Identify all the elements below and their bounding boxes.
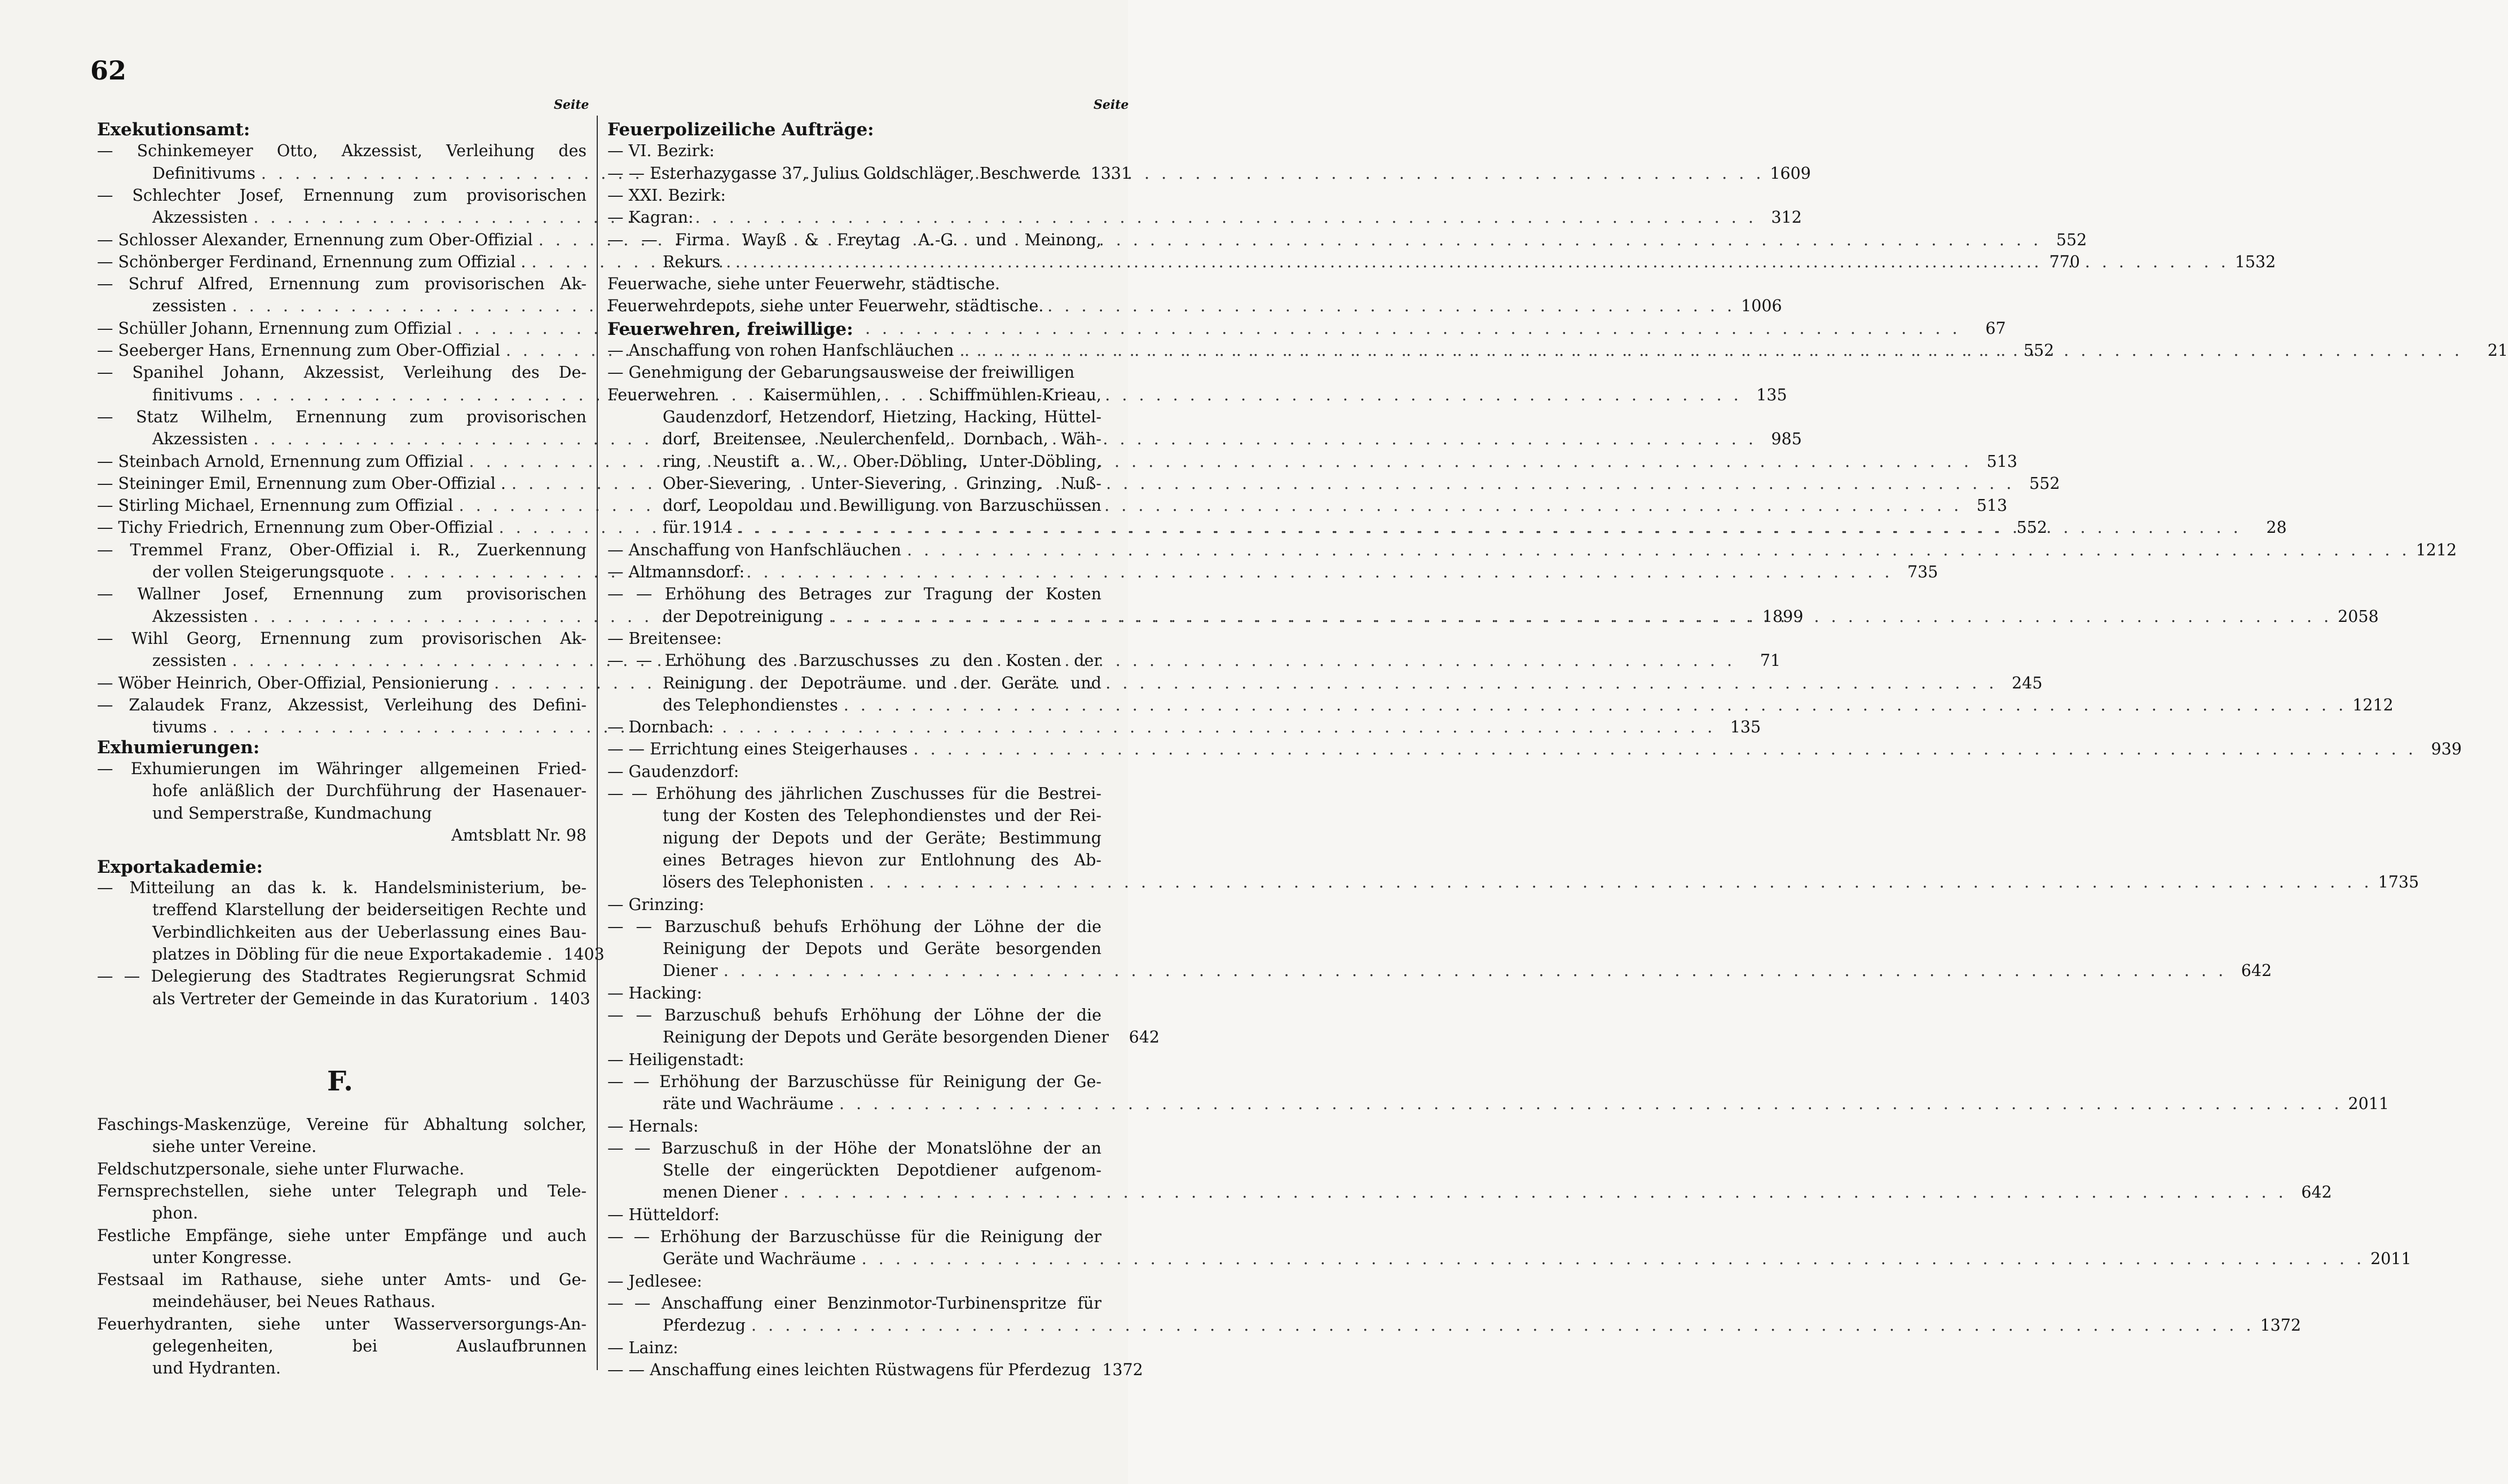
index-line (607, 1028, 1160, 1050)
index-line-text: für 1914 (663, 518, 733, 537)
index-line-text: Feuerhydranten, siehe unter Wasserversorgungs-An- (97, 1314, 587, 1333)
index-line (607, 297, 1101, 319)
index-line (97, 944, 605, 968)
index-line-text: tung der Kosten des Telephondienstes und der Rei- (663, 806, 1101, 825)
index-line-text: — Anschaffung von rohen Hanfschläuchen (607, 341, 954, 360)
index-line-text: siehe unter Vereine. (152, 1137, 317, 1156)
index-line (607, 961, 2272, 984)
page-reference: 71 (1760, 651, 1781, 670)
index-line-text: — Tichy Friedrich, Ernennung zum Ober-Offizial (97, 518, 493, 537)
index-line (97, 408, 587, 430)
index-line (607, 164, 1132, 187)
index-line-text: eines Betrages hievon zur Entlohnung des Ab- (663, 850, 1101, 869)
index-line (607, 208, 1101, 231)
index-line (607, 629, 1101, 652)
page-number: 62 (90, 55, 127, 86)
index-line-text: — Wöber Heinrich, Ober-Offizial, Pensionierung (97, 673, 488, 692)
index-line-text: meindehäuser, bei Neues Rathaus. (152, 1292, 436, 1311)
index-line-text: — — Errichtung eines Steigerhauses (607, 740, 908, 759)
index-line (97, 1248, 587, 1271)
index-line-text: ring, Neustift a. W., Ober-Döbling, Unter-Döbling, (663, 452, 1101, 471)
index-line-text: Pferdezug (663, 1316, 746, 1335)
index-line-text: der vollen Steigerungsquote (152, 563, 384, 581)
index-line-text: unter Kongresse. (152, 1248, 292, 1267)
leader-dots (862, 1249, 2365, 1268)
index-line-text: — — Barzuschuß behufs Erhöhung der Löhne der die (607, 1006, 1101, 1024)
index-line (607, 474, 1101, 497)
index-line (607, 718, 1101, 740)
leader-dots (913, 740, 2417, 758)
index-line (97, 759, 587, 782)
index-line-text: Akzessisten (152, 208, 248, 227)
leader-dots (829, 607, 2333, 626)
leader-dots (844, 696, 2347, 714)
page-reference: 2058 (2338, 607, 2379, 626)
index-line-text: Reinigung der Depoträume und der Geräte und (663, 673, 1101, 692)
index-line (607, 1205, 1101, 1228)
index-line (607, 231, 1101, 253)
index-line-text: Amtsblatt Nr. 98 (451, 825, 587, 845)
index-line (607, 275, 1101, 297)
page-reference: 1532 (2234, 252, 2276, 271)
index-line-text: und Semperstraße, Kundmachung (152, 803, 432, 823)
index-line (607, 363, 1101, 386)
index-line-text: Verbindlichkeiten aus der Ueberlassung eines Bau- (152, 922, 587, 942)
index-line-text: der Depotreinigung (663, 607, 823, 626)
index-line (607, 984, 1101, 1006)
index-line-text: — Altmannsdorf: (607, 563, 745, 581)
page-reference: 1735 (2378, 873, 2419, 892)
index-line-text: Stelle der eingerückten Depotdiener aufgenom- (663, 1161, 1101, 1180)
page-reference: 939 (2431, 740, 2462, 759)
index-line (97, 1226, 587, 1249)
page-reference: 1403 (549, 989, 590, 1008)
page-reference: 1609 (1770, 164, 1811, 183)
index-line (607, 829, 1101, 851)
index-line-text: dorf, Leopoldau und Bewilligung von Barzuschüssen (663, 496, 1101, 515)
page-reference: 552 (2016, 518, 2047, 537)
index-line (607, 386, 1101, 408)
index-line-text: Festsaal im Rathause, siehe unter Amts- und Ge- (97, 1270, 587, 1289)
index-line-text: — Tremmel Franz, Ober-Offizial i. R., Zuerkennung (97, 540, 587, 559)
index-line-text: — — Erhöhung der Barzuschüsse für Reinigung der Ge- (607, 1072, 1101, 1091)
index-line-text: — Hernals: (607, 1116, 699, 1136)
page-reference: 735 (1907, 563, 1938, 581)
index-line-text: Reinigung der Depots und Geräte besorgenden Diener (663, 1028, 1109, 1047)
page-reference: 1212 (2352, 695, 2394, 714)
index-line (607, 695, 2394, 718)
index-line (607, 651, 1101, 674)
seite-label-right: Seite (1094, 98, 1129, 112)
index-line (97, 629, 587, 652)
index-line (607, 1183, 2332, 1205)
index-line-text: tivums (152, 718, 207, 737)
index-line-text: — Genehmigung der Gebarungsausweise der freiwilligen (607, 363, 1075, 382)
index-line (97, 1160, 587, 1182)
index-line-text: — — Barzuschuß behufs Erhöhung der Löhne der die (607, 917, 1101, 936)
index-line (607, 430, 1101, 452)
index-line-text: — — Erhöhung des Barzuschusses zu den Kosten der (607, 651, 1101, 670)
index-line-text: — — Esterhazygasse 37, Julius Goldschläger, Beschwerde (607, 164, 1079, 183)
index-line-text: — Anschaffung von Hanfschläuchen (607, 540, 902, 559)
index-line (607, 1272, 1101, 1295)
index-line (607, 762, 1101, 785)
index-line (607, 895, 1101, 918)
index-line-text: Geräte und Wachräume (663, 1249, 856, 1269)
index-line-text: Feldschutzpersonale, siehe unter Flurwache. (97, 1159, 465, 1178)
index-line (97, 923, 587, 946)
index-line-text: und Hydranten. (152, 1359, 281, 1378)
index-line-text: — — Anschaffung einer Benzinmotor-Turbinenspritze für (607, 1293, 1101, 1313)
index-line (97, 1292, 587, 1315)
index-line-text: gelegenheiten, bei Auslaufbrunnen (152, 1337, 587, 1355)
index-line-text: menen Diener (663, 1183, 778, 1202)
index-line (607, 917, 1101, 940)
index-line (97, 1182, 587, 1204)
index-line (97, 967, 587, 990)
page-reference: 1899 (1762, 607, 1804, 626)
index-line (607, 1316, 2301, 1339)
index-line (97, 900, 587, 923)
index-line-text: nigung der Depots und der Geräte; Bestimmung (663, 828, 1101, 847)
index-line (607, 142, 1101, 164)
index-line (97, 1137, 587, 1160)
index-line (607, 740, 2462, 762)
index-line-text: — Statz Wilhelm, Ernennung zum provisorischen (97, 407, 587, 426)
page-reference: 245 (2012, 673, 2043, 692)
index-line (97, 989, 590, 1012)
index-line-text: Ober-Sievering, Unter-Sievering, Grinzing, Nuß- (663, 474, 1101, 493)
section-heading: Feuerwehren, freiwillige: (607, 319, 853, 339)
index-line-text: Definitivums (152, 164, 255, 183)
page-reference: 513 (1976, 496, 2008, 515)
index-line (97, 1315, 587, 1337)
page-reference: 1331 (1090, 164, 1132, 183)
index-line-text: platzes in Döbling für die neue Exportakademie . (152, 944, 553, 964)
index-line-text: — Steinbach Arnold, Ernennung zum Offizial (97, 452, 464, 471)
index-line-text: — Heiligenstadt: (607, 1050, 744, 1069)
index-line-text: — Breitensee: (607, 629, 722, 648)
index-line (97, 696, 587, 718)
index-line-text: — Mitteilung an das k. k. Handelsministerium, be- (97, 878, 587, 897)
page-reference: 1403 (563, 944, 605, 964)
index-line-text: finitivums (152, 385, 233, 404)
page-reference: 513 (1986, 452, 2017, 471)
index-line-text: — — Firma Wayß & Freytag A.-G. und Meinong, (607, 230, 1101, 249)
index-line-text: — Exhumierungen im Währinger allgemeinen Fried- (97, 759, 587, 778)
section-heading: Feuerpolizeiliche Aufträge: (607, 120, 874, 140)
index-line (97, 826, 587, 849)
index-line (607, 1050, 1101, 1073)
index-line (607, 1161, 1101, 1183)
section-heading-exhumierungen: Exhumierungen: (97, 737, 260, 758)
page-reference: 552 (2029, 474, 2060, 493)
index-line (607, 1006, 1101, 1028)
index-line (607, 540, 2457, 563)
index-line-text: Diener (663, 961, 718, 980)
page-reference: 21 (2487, 341, 2508, 360)
page-reference: 1372 (1102, 1360, 1143, 1379)
index-line-text: Feuerwache, siehe unter Feuerwehr, städtische. (607, 275, 1000, 294)
seite-label-left: Seite (554, 98, 589, 112)
leader-dots (724, 961, 2227, 980)
index-line-text: — Hütteldorf: (607, 1205, 720, 1224)
index-line-text: — — Erhöhung der Barzuschüsse für die Reinigung der (607, 1227, 1101, 1246)
page-reference: 67 (1985, 319, 2006, 338)
index-line-text: treffend Klarstellung der beiderseitigen Rechte und (152, 900, 587, 920)
section-heading-exekutionsamt: Exekutionsamt: (97, 120, 250, 140)
index-line-text: — Grinzing: (607, 895, 704, 914)
page-reference: 642 (2301, 1183, 2332, 1202)
page-reference: 28 (2266, 518, 2287, 537)
page-reference: 312 (1771, 208, 1802, 227)
index-line (97, 804, 587, 827)
index-line-text: Akzessisten (152, 430, 248, 449)
index-line-text: Feuerwehren Kaisermühlen, Schiffmühlen-Krieau, (607, 385, 1101, 404)
index-line-text: — Hacking: (607, 983, 702, 1002)
page-reference: 642 (1129, 1028, 1160, 1047)
index-line (607, 939, 1101, 962)
index-line-text: hofe anläßlich der Durchführung der Hasenauer- (152, 781, 587, 801)
index-line-text: Rekurs (663, 252, 721, 271)
index-line (607, 784, 1101, 807)
index-line-text: — — Barzuschuß in der Höhe der Monatslöhne der an (607, 1138, 1101, 1158)
index-line-text: — Wallner Josef, Ernennung zum provisorischen (97, 585, 587, 604)
index-line-text: — Lainz: (607, 1338, 678, 1357)
index-line (97, 585, 587, 607)
index-line (607, 563, 1101, 585)
index-line (607, 1072, 1101, 1095)
index-line-text: — — Anschaffung eines leichten Rüstwagens für Pferdezug (607, 1360, 1091, 1379)
index-line-text: — Spanihel Johann, Akzessist, Verleihung des De- (97, 363, 587, 382)
index-line (607, 585, 1101, 607)
index-line (607, 408, 1101, 430)
section-heading-exportakademie: Exportakademie: (97, 857, 263, 877)
index-line-text: — Schruf Alfred, Ernennung zum provisorischen Ak- (97, 275, 587, 294)
leader-dots (738, 518, 2242, 537)
index-line-text: zessisten (152, 651, 227, 670)
page-reference: 770 (2049, 252, 2080, 271)
index-line-text: — Schlosser Alexander, Ernennung zum Ober-Offizial (97, 230, 533, 249)
index-line-text: — Schinkemeyer Otto, Akzessist, Verleihung des (97, 142, 587, 161)
section-letter: F. (327, 1066, 353, 1097)
index-line (97, 878, 587, 901)
leader-dots (783, 1183, 2287, 1202)
index-line-text: — Kagran: (607, 208, 694, 227)
page-reference: 135 (1730, 718, 1761, 737)
index-line (607, 1249, 2412, 1272)
index-line (97, 1359, 587, 1381)
index-line (97, 275, 587, 297)
index-line-text: Reinigung der Depots und Geräte besorgenden (663, 939, 1101, 959)
index-line (607, 186, 1101, 209)
index-line (607, 1094, 2390, 1117)
index-line (607, 851, 1101, 873)
index-line (97, 186, 587, 209)
index-line (97, 1337, 587, 1359)
index-line-text: Fernsprechstellen, siehe unter Telegraph und Tele- (97, 1181, 587, 1200)
leader-dots (839, 1094, 2343, 1113)
index-line-text: — Dornbach: (607, 718, 714, 737)
index-line-text: dorf, Breitensee, Neulerchenfeld, Dornbach, Wäh- (663, 430, 1101, 449)
page-reference: 2011 (2370, 1249, 2412, 1269)
page-reference: 135 (1756, 385, 1787, 404)
index-line-text: zessisten (152, 297, 227, 316)
index-line-text: Gaudenzdorf, Hetzendorf, Hietzing, Hacking, Hüttel- (663, 407, 1101, 426)
index-line (97, 1204, 587, 1226)
index-line (607, 674, 1101, 696)
page-reference: 642 (2241, 961, 2272, 980)
index-line (607, 1227, 1101, 1250)
index-line (97, 1270, 587, 1293)
index-line-text: — VI. Bezirk: (607, 142, 715, 161)
page-reference: 2011 (2348, 1094, 2390, 1114)
page-reference: 1372 (2260, 1316, 2301, 1335)
index-line-text: Festliche Empfänge, siehe unter Empfänge und auch (97, 1226, 587, 1245)
index-line-text: Faschings-Maskenzüge, Vereine für Abhaltung solcher, (97, 1115, 587, 1134)
index-line-text: — Zalaudek Franz, Akzessist, Verleihung des Defini- (97, 695, 587, 714)
index-line-text: phon. (152, 1204, 199, 1223)
leader-dots (907, 541, 2410, 559)
index-line (97, 781, 587, 804)
leader-dots (726, 253, 2229, 271)
index-line-text: — Schüller Johann, Ernennung zum Offizial (97, 319, 452, 338)
page-reference: 552 (2023, 341, 2055, 360)
index-line (607, 452, 1101, 475)
page-reference: 552 (2056, 230, 2087, 249)
index-line (607, 1139, 1101, 1161)
index-line-text: — Stirling Michael, Ernennung zum Offizial (97, 496, 453, 515)
index-line (607, 1360, 1143, 1383)
index-line-text: lösers des Telephonisten (663, 873, 864, 892)
index-line-text: — Wihl Georg, Ernennung zum provisorischen Ak- (97, 629, 587, 648)
index-line (607, 1339, 1101, 1361)
index-line (607, 806, 1101, 829)
index-line-text: — — Delegierung des Stadtrates Regierungsrat Schmid (97, 967, 587, 986)
page-reference: 1006 (1741, 297, 1782, 316)
leader-dots (959, 341, 2463, 360)
index-line-text: — — Erhöhung des Betrages zur Tragung der Kosten (607, 585, 1101, 604)
index-line-text: — Steininger Emil, Ernennung zum Ober-Offizial . (97, 474, 506, 493)
index-line-text: des Telephondienstes (663, 695, 838, 714)
index-line-text: — — Erhöhung des jährlichen Zuschusses für die Bestrei- (607, 784, 1101, 803)
index-line (97, 541, 587, 563)
index-line (97, 363, 587, 386)
index-line (607, 1117, 1101, 1140)
index-line-text: — Gaudenzdorf: (607, 762, 739, 781)
index-line-text: — Seeberger Hans, Ernennung zum Ober-Offizial (97, 341, 500, 360)
index-line (97, 1115, 587, 1138)
index-line-text: — Schönberger Ferdinand, Ernennung zum Offizial . (97, 252, 526, 271)
index-line-text: Feuerwehrdepots, siehe unter Feuerwehr, städtische. (607, 297, 1044, 316)
leader-dots (751, 1316, 2255, 1335)
index-line (97, 142, 587, 164)
index-line-text: — Schlechter Josef, Ernennung zum provisorischen (97, 186, 587, 205)
index-line-text: — XXI. Bezirk: (607, 186, 726, 205)
page-reference: 1212 (2416, 540, 2457, 559)
index-line-text: als Vertreter der Gemeinde in das Kuratorium . (152, 989, 539, 1008)
index-line (607, 873, 2419, 895)
page-reference: 985 (1771, 430, 1802, 449)
leader-dots (869, 873, 2373, 891)
index-line (607, 1294, 1101, 1317)
index-line-text: Akzessisten (152, 607, 248, 626)
index-line-text: räte und Wachräume (663, 1094, 834, 1114)
index-line (607, 496, 1101, 519)
index-line-text: — Jedlesee: (607, 1271, 703, 1291)
